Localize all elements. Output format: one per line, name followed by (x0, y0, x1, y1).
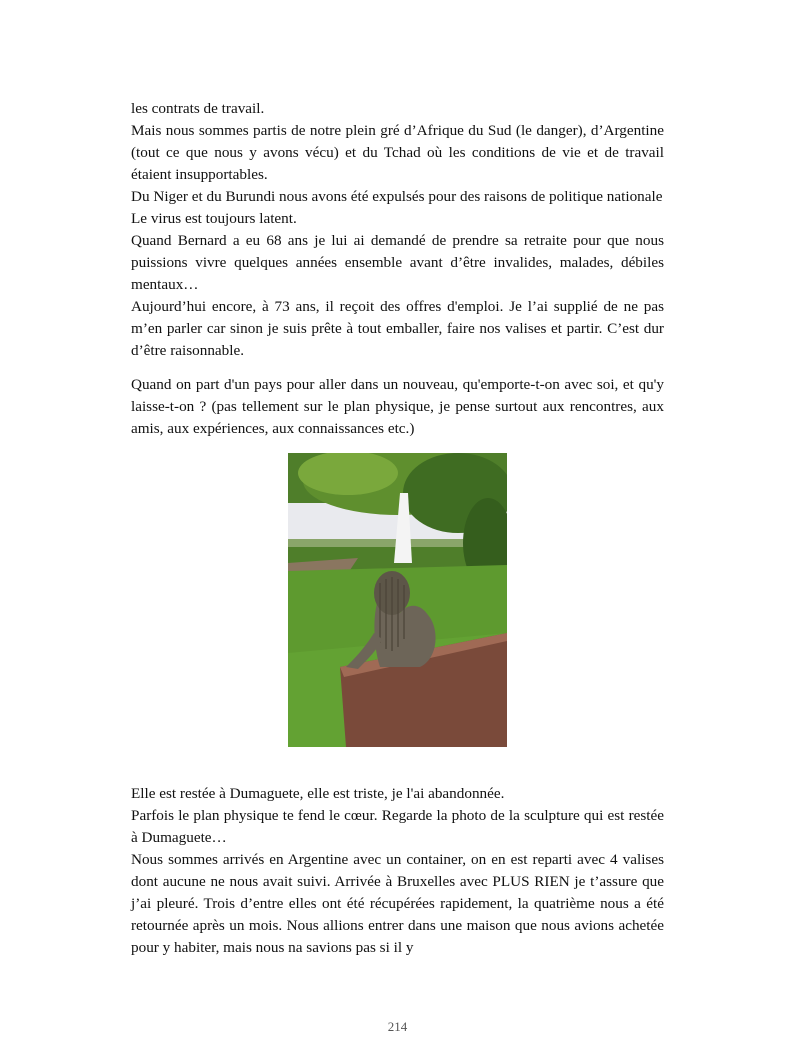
page-number: 214 (387, 1019, 408, 1034)
paragraph: Quand Bernard a eu 68 ans je lui ai demandé de prendre sa retraite pour que nous puissions vivre quelques années ensemble avant d’être invalides, malades, débiles mentaux… (131, 232, 664, 293)
paragraph: Le virus est toujours latent. (131, 210, 297, 227)
sculpture-photo-drawing (288, 453, 507, 747)
paragraph: Mais nous sommes partis de notre plein gré d’Afrique du Sud (le danger), d’Argentine (tout ce que nous y avons vécu) et du Tchad où les conditions de vie et de travail étaient insupportables. (131, 122, 664, 183)
paragraph: Aujourd’hui encore, à 73 ans, il reçoit des offres d'emploi. Je l’ai supplié de ne pas m’en parler car sinon je suis prête à tout emballer, faire nos valises et partir. C’est dur d’être raisonnable. (131, 298, 664, 359)
paragraph: Parfois le plan physique te fend le cœur. Regarde la photo de la sculpture qui est restée à Dumaguete… (131, 807, 664, 846)
paragraph: Elle est restée à Dumaguete, elle est triste, je l'ai abandonnée. (131, 785, 505, 802)
after-photo-section (131, 783, 664, 959)
paragraph: Du Niger et du Burundi nous avons été expulsés pour des raisons de politique nationale (131, 188, 663, 205)
question-paragraph: Quand on part d'un pays pour aller dans un nouveau, qu'emporte-t-on avec soi, et qu'y laisse-t-on ? (pas tellement sur le plan physique, je pense surtout aux rencontres, aux amis, aux expériences, aux connaissances etc.) (131, 376, 664, 437)
document-page (131, 98, 664, 959)
paragraph: Nous sommes arrivés en Argentine avec un container, on en est reparti avec 4 valises dont aucune ne nous avait suivi. Arrivée à Bruxelles avec PLUS RIEN je t’assure que j’ai pleuré. Trois d’entre elles ont été récupérées rapidement, la quatrième nous a été retournée après un mois. Nous allions entrer dans une maison que nous avions achetée pour y habiter, mais nous na savions pas si il y (131, 851, 664, 956)
paragraph: les contrats de travail. (131, 100, 265, 117)
sculpture-photo (288, 453, 507, 747)
paragraph-spacer (131, 362, 664, 374)
